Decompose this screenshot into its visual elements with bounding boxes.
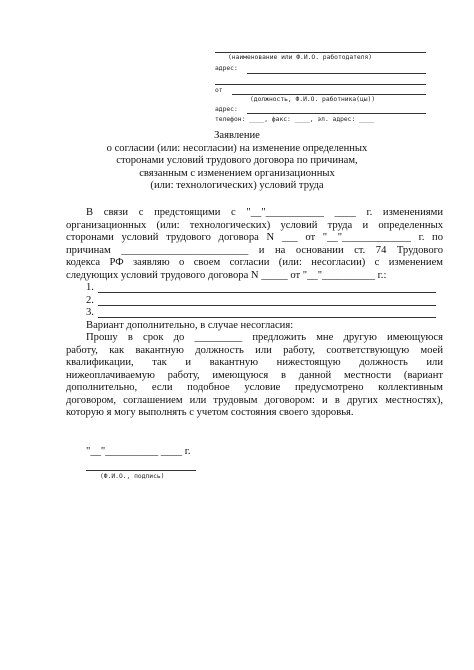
para1-line: кодекса РФ заявляю о своем согласии (или: несогласии) с изменением — [66, 257, 443, 268]
list-line — [98, 292, 436, 293]
address-line-2 — [215, 84, 426, 85]
para2-last-line: которую я могу выполнять с учетом состояния своего здоровья. — [66, 407, 354, 418]
variant-line: Вариант дополнительно, в случае несогласия: — [86, 319, 294, 331]
address-line — [247, 73, 426, 74]
list-number: 2. — [86, 294, 94, 306]
para2-line: Прошу в срок до _________ предложить мне другую имеющуюся — [86, 332, 443, 343]
para2-line: работу, как вакантную должность или работу, соответствующую моей — [66, 344, 443, 356]
list-item — [66, 282, 443, 295]
document-title — [60, 130, 414, 193]
list-number: 1. — [86, 282, 94, 293]
subtitle-line: (или: технологических) условий труда — [150, 180, 324, 191]
from-label: от — [215, 87, 223, 94]
list-line — [98, 305, 436, 306]
subtitle-line: сторонами условий трудового договора по причинам, — [116, 155, 358, 166]
address-label: адрес: — [215, 65, 238, 72]
para2-line: договором, соглашением или трудовым договором: и в других местностях), — [66, 394, 443, 406]
contacts-line: телефон: ____, факс: ____, эл. адрес: ____ — [215, 116, 375, 123]
address-line-3 — [247, 113, 426, 114]
body-text — [66, 207, 443, 420]
signature-line — [86, 470, 196, 471]
para2-line: дополнительно, если подобное условие предусмотрено коллективным — [66, 382, 443, 393]
title-word: Заявление — [214, 130, 260, 141]
list-number: 3. — [86, 307, 94, 318]
subtitle-line: о согласии (или: несогласии) на изменение определенных — [106, 142, 368, 154]
address-label-2: адрес: — [215, 106, 238, 113]
signature-date: "__"__________ ____ г. — [86, 446, 191, 457]
para1-line: следующих условий трудового договора N _____ от "__"__________ г.: — [66, 269, 387, 281]
para1-line: организационных (или: технологических) условий труда и определенных — [66, 219, 443, 231]
para1-line: В связи с предстоящими с "__"___________ ____ г. изменениями — [86, 207, 443, 218]
subtitle-line: связанным с изменением организационных — [139, 167, 335, 179]
list-item — [66, 307, 443, 320]
employee-caption: (должность, Ф.И.О. работника(цы)) — [250, 96, 376, 103]
signature-caption: (Ф.И.О., подпись) — [100, 473, 165, 480]
para2-line: нижеоплачиваемую работу, имеющуюся в данной местности (вариант — [66, 369, 443, 381]
para1-line: причинам ________________________ и на основании ст. 74 Трудового — [66, 244, 443, 256]
list-item — [66, 295, 443, 308]
list-line — [98, 317, 436, 318]
para2-line: квалификации, так и вакантную нижестоящую должность или — [66, 357, 443, 368]
para1-line: сторонами условий трудового договора N ___ от "__"_____________ г. по — [66, 232, 443, 243]
employer-caption: (наименование или Ф.И.О. работодателя) — [228, 54, 373, 61]
